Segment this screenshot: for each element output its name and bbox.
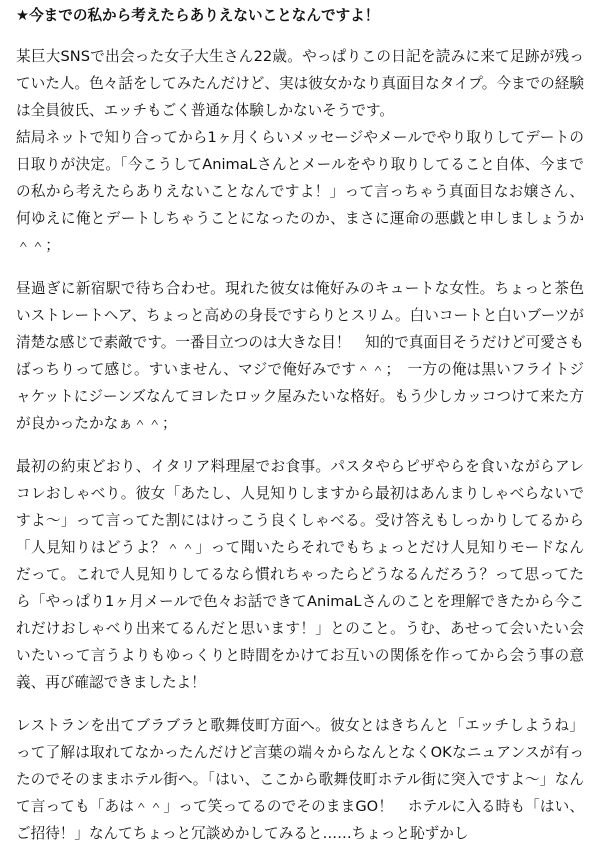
article-paragraph: 最初の約束どおり、イタリア料理屋でお食事。パスタやらピザやらを食いながらアレコレおしゃべり。彼女「あたし、人見知りしますから最初はあんまりしゃべらないですよ〜」って言ってた割にはけっこう良くしゃべる。受け答えもしっかりしてるから「人見知りはどうよ？＾＾」って聞いたらそれでもちょっとだけ人見知りモードなんだって。これで人見知りしてるなら慣れちゃったらどうなるんだろう？って思ってたら「やっぱり1ヶ月メールで色々お話できてAnimaLさんのことを理解できたから今これだけおしゃべり出来てるんだと思います！」とのこと。うむ、あせって会いたい会いたいって言うよりもゆっくりと時間をかけてお互いの関係を作ってから会う事の意義、再び確認できましたよ！ [16,458,584,691]
article-paragraph: 某巨大SNSで出会った女子大生さん22歳。やっぱりこの日記を読みに来て足跡が残っていた人。色々話をしてみたんだけど、実は彼女かなり真面目なタイプ。今までの経験は全員彼氏、エッチもごく普通な体験しかないそうです。 結局ネットで知り合ってから1ヶ月くらいメッセージやメールでやり取りしてデートの日取りが決定。「今こうしてAnimaLさんとメールをやり取りしてること自体、今までの私から考えたらありえないことなんですよ！」って言っちゃう真面目なお嬢さん、何ゆえに俺とデートしちゃうことになったのか、まさに運命の悪戯と申しましょうか＾＾； [16,48,584,254]
article-paragraph: レストランを出てブラブラと歌舞伎町方面へ。彼女とはきちんと「エッチしようね」って了解は取れてなかったんだけど言葉の端々からなんとなくOKなニュアンスが有ったのでそのままホテル街へ。「はい、ここから歌舞伎町ホテル街に突入ですよ〜」なんて言っても「あは＾＾」って笑ってるのでそのままGO！ ホテルに入る時も「はい、ご招待！」なんてちょっと冗談めかしてみると……ちょっと恥ずかし [16,717,584,842]
blog-article [16,0,584,847]
article-paragraph: 昼過ぎに新宿駅で待ち合わせ。現れた彼女は俺好みのキュートな女性。ちょっと茶色いストレートヘア、ちょっと高めの身長ですらりとスリム。白いコートと白いブーツが清楚な感じで素敵です。一番目立つのは大きな目！ 知的で真面目そうだけど可愛さもばっちりって感じ。すいません、マジで俺好みです＾＾； 一方の俺は黒いフライトジャケットにジーンズなんてヨレたロック屋みたいな格好。もう少しカッコつけて来た方が良かったかなぁ＾＾； [16,280,584,432]
article-title: ★今までの私から考えたらありえないことなんですよ！ [16,7,380,24]
